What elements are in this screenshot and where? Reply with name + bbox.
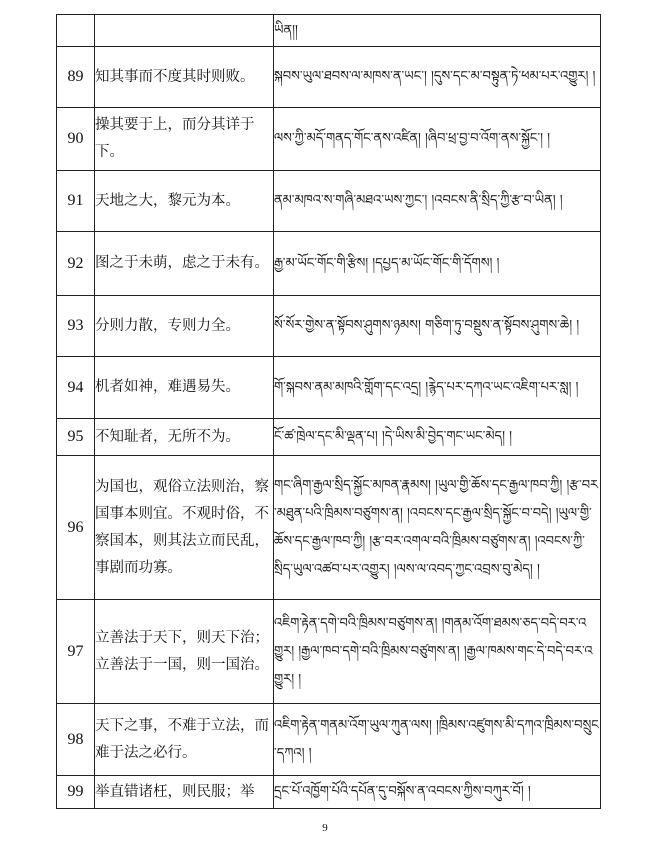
translation-table — [56, 14, 601, 809]
table-row — [57, 600, 601, 704]
row-number: 97 — [57, 600, 95, 704]
tibetan-text: སོ་སོར་གྱེས་ན་སྟོབས་ཤུགས་ཉམས། གཅིག་ཏུ་བསྡུས་ན་སྟོབས་ཤུགས་ཆེ། ། — [274, 296, 601, 357]
row-number: 98 — [57, 704, 95, 776]
chinese-text: 天下之事，不难于立法，而难于法之必行。 — [95, 704, 274, 776]
chinese-text: 知其事而不度其时则败。 — [95, 47, 274, 108]
table-row — [57, 776, 601, 809]
tibetan-text: སྐབས་ཡུལ་ཐབས་ལ་མཁས་ན་ཡང་། །དུས་དང་མ་བསྟུན་ཏེ་ཕམ་པར་འགྱུར། ། — [274, 47, 601, 108]
row-number: 93 — [57, 296, 95, 357]
row-number: 92 — [57, 232, 95, 296]
chinese-text: 分则力散，专则力全。 — [95, 296, 274, 357]
tibetan-text: ལས་ཀྱི་མདོ་གནད་གོང་ནས་འཛིན། །ཞིབ་ཕྲ་བྱ་བ་འོག་ནས་སྐྱོང་། ། — [274, 108, 601, 171]
tibetan-text: གོ་སྐབས་ནམ་མཁའི་གློག་དང་འདྲ། །རྙེད་པར་དཀའ་ཡང་འཇིག་པར་སླ། ། — [274, 357, 601, 419]
row-number: 91 — [57, 171, 95, 232]
chinese-text: 立善法于天下，则天下治；立善法于一国，则一国治。 — [95, 600, 274, 704]
row-number: 90 — [57, 108, 95, 171]
chinese-text: 不知耻者，无所不为。 — [95, 419, 274, 456]
tibetan-text: ངོ་ཚ་ཁྲེལ་དང་མི་ལྡན་པ། །དེ་ཡིས་མི་བྱེད་གང་ཡང་མེད། ། — [274, 419, 601, 456]
page-number: 9 — [322, 822, 328, 834]
row-number: 99 — [57, 776, 95, 809]
tibetan-text: དྲང་པོ་འཁྱོག་པོའི་དཔོན་དུ་བསྐོས་ན་འབངས་ཀྱིས་བཀུར་བོ། ། — [274, 776, 601, 809]
row-number: 94 — [57, 357, 95, 419]
table-row — [57, 15, 601, 47]
tibetan-text: འཇིག་རྟེན་གནམ་འོག་ཡུལ་ཀུན་ལས། །ཁྲིམས་འཛུགས་མི་དཀའ་ཁྲིམས་བསྲུང་དཀའ། ། — [274, 704, 601, 776]
chinese-text: 机者如神，难遇易失。 — [95, 357, 274, 419]
table-row — [57, 357, 601, 419]
chinese-text: 天地之大，黎元为本。 — [95, 171, 274, 232]
table-row — [57, 704, 601, 776]
tibetan-text: ཡིན།། — [274, 15, 601, 47]
table-row — [57, 419, 601, 456]
table-row — [57, 171, 601, 232]
row-number: 89 — [57, 47, 95, 108]
table-row — [57, 296, 601, 357]
chinese-text: 举直错诸枉，则民服；举 — [95, 776, 274, 809]
table-row — [57, 47, 601, 108]
row-number: 96 — [57, 456, 95, 600]
row-number: 95 — [57, 419, 95, 456]
chinese-text — [95, 15, 274, 47]
chinese-text: 操其要于上，而分其详于下。 — [95, 108, 274, 171]
tibetan-text: ནམ་མཁའ་ས་གཞི་མཐའ་ཡས་ཀྱང་། །འབངས་ནི་སྲིད་ཀྱི་རྩ་བ་ཡིན། ། — [274, 171, 601, 232]
table-row — [57, 232, 601, 296]
chinese-text: 图之于未萌，虑之于未有。 — [95, 232, 274, 296]
tibetan-text: འཇིག་རྟེན་དགེ་བའི་ཁྲིམས་བཙུགས་ན། །གནམ་འོག་ཐམས་ཅད་བདེ་བར་འགྱུར། །རྒྱལ་ཁབ་དགེ་བའི་ཁྲིམས་བཙུགས་ན། །རྒྱལ་ཁམས་གང་དེ་བདེ་བར་འགྱུར། ། — [274, 600, 601, 704]
chinese-text: 为国也，观俗立法则治，察国事本则宜。不观时俗，不察国本，则其法立而民乱，事剧而功寡。 — [95, 456, 274, 600]
table-row — [57, 108, 601, 171]
table-row — [57, 456, 601, 600]
tibetan-text: རྒྱ་མ་ཡོང་གོང་གི་རྩིས། །དཔྱད་མ་ཡོང་གོང་གི་དོགས། ། — [274, 232, 601, 296]
tibetan-text: གང་ཞིག་རྒྱལ་སྲིད་སྐྱོང་མཁན་རྣམས། །ཡུལ་གྱི་ཆོས་དང་རྒྱལ་ཁབ་ཀྱི། །རྩ་བར་མཐུན་པའི་ཁྲིམས་བཙུགས་ན། །འབངས་དང་རྒྱལ་སྲིད་སྐྱོང་བ་བདེ། །ཡུལ་གྱི་ཆོས་དང་རྒྱལ་ཁབ་ཀྱི། །རྩ་བར་འགལ་བའི་ཁྲིམས་བཙུགས་ན། །འབངས་ཀྱི་སྲིད་ཡུལ་འཚབ་པར་འགྱུར། །ལས་ལ་འབད་ཀྱང་འབྲས་བུ་མེད། ། — [274, 456, 601, 600]
row-number — [57, 15, 95, 47]
